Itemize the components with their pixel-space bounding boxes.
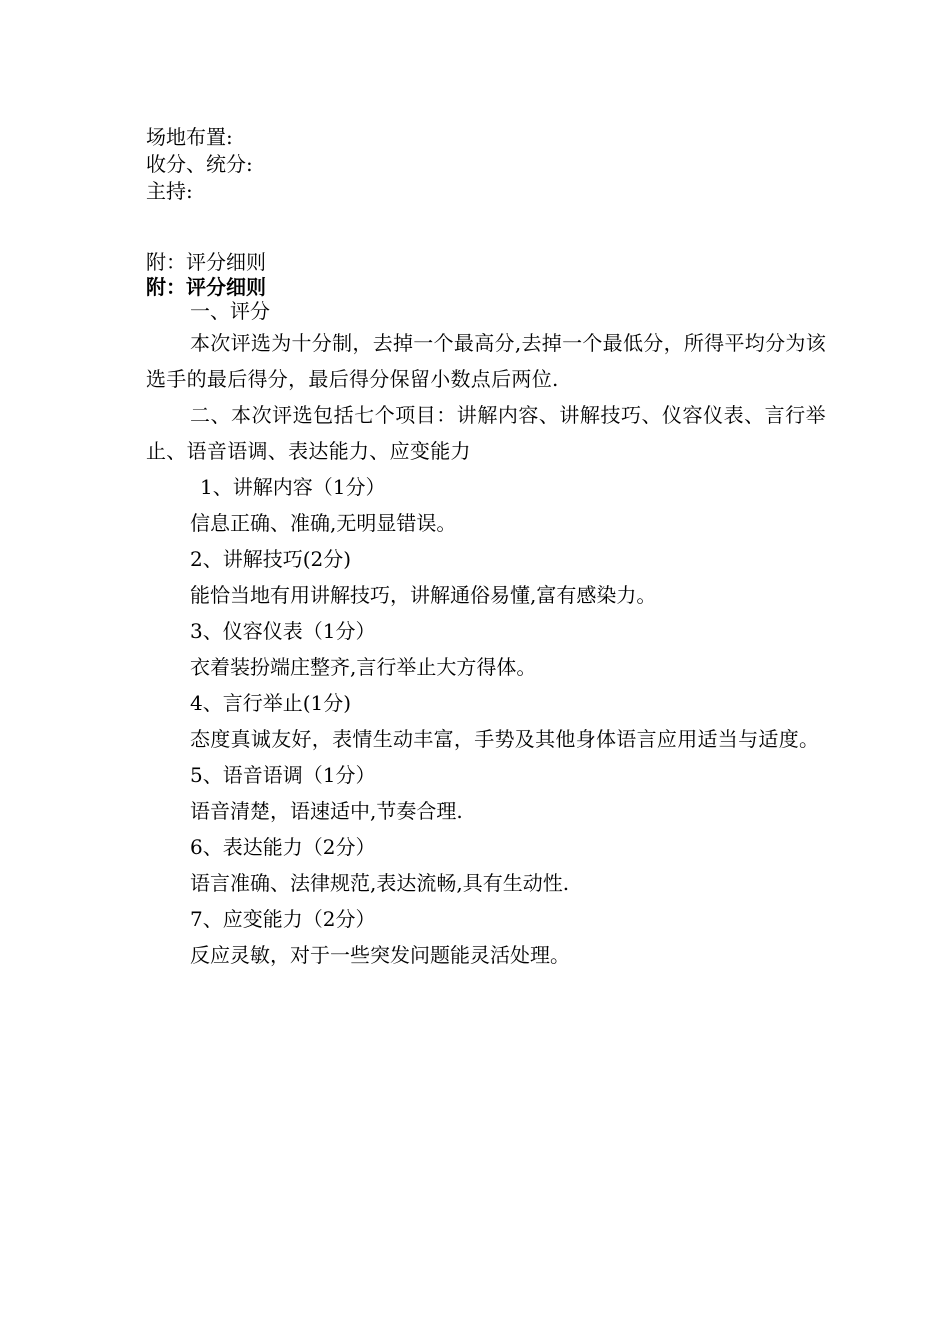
item-text: 语音清楚，语速适中,节奏合理. (190, 799, 463, 823)
venue-label: 场地布置: (146, 125, 233, 149)
appendix-title-bold: 附：评分细则 (146, 275, 266, 299)
header-block (146, 124, 826, 205)
section1-text: 本次评选为十分制，去掉一个最高分,去掉一个最低分，所得平均分为该选手的最后得分，最后得分保留小数点后两位. (146, 331, 826, 391)
appendix-title-block (146, 250, 826, 300)
item-text: 能恰当地有用讲解技巧，讲解通俗易懂,富有感染力。 (190, 583, 657, 607)
item-text: 衣着装扮端庄整齐,言行举止大方得体。 (190, 655, 537, 679)
appendix-title-plain: 附：评分细则 (146, 250, 266, 274)
scoring-label: 收分、统分: (146, 152, 253, 176)
item-heading: 1、讲解内容（1分） (200, 475, 386, 499)
host-label: 主持: (146, 179, 193, 203)
item-heading: 5、语音语调（1分） (190, 763, 376, 787)
item-heading: 3、仪容仪表（1分） (190, 619, 376, 643)
item-text: 态度真诚友好，表情生动丰富，手势及其他身体语言应用适当与适度。 (190, 727, 820, 751)
item-heading: 6、表达能力（2分） (190, 835, 376, 859)
item-heading: 4、言行举止(1分) (190, 691, 352, 715)
item-text: 反应灵敏，对于一些突发问题能灵活处理。 (190, 943, 570, 967)
section1-heading: 一、评分 (190, 299, 270, 323)
item-text: 语言准确、法律规范,表达流畅,具有生动性. (190, 871, 570, 895)
scoring-rules-body (146, 297, 826, 973)
item-heading: 7、应变能力（2分） (190, 907, 376, 931)
item-text: 信息正确、准确,无明显错误。 (190, 511, 457, 535)
item-heading: 2、讲解技巧(2分) (190, 547, 352, 571)
section2-text: 二、本次评选包括七个项目：讲解内容、讲解技巧、仪容仪表、言行举止、语音语调、表达能力、应变能力 (146, 403, 826, 463)
